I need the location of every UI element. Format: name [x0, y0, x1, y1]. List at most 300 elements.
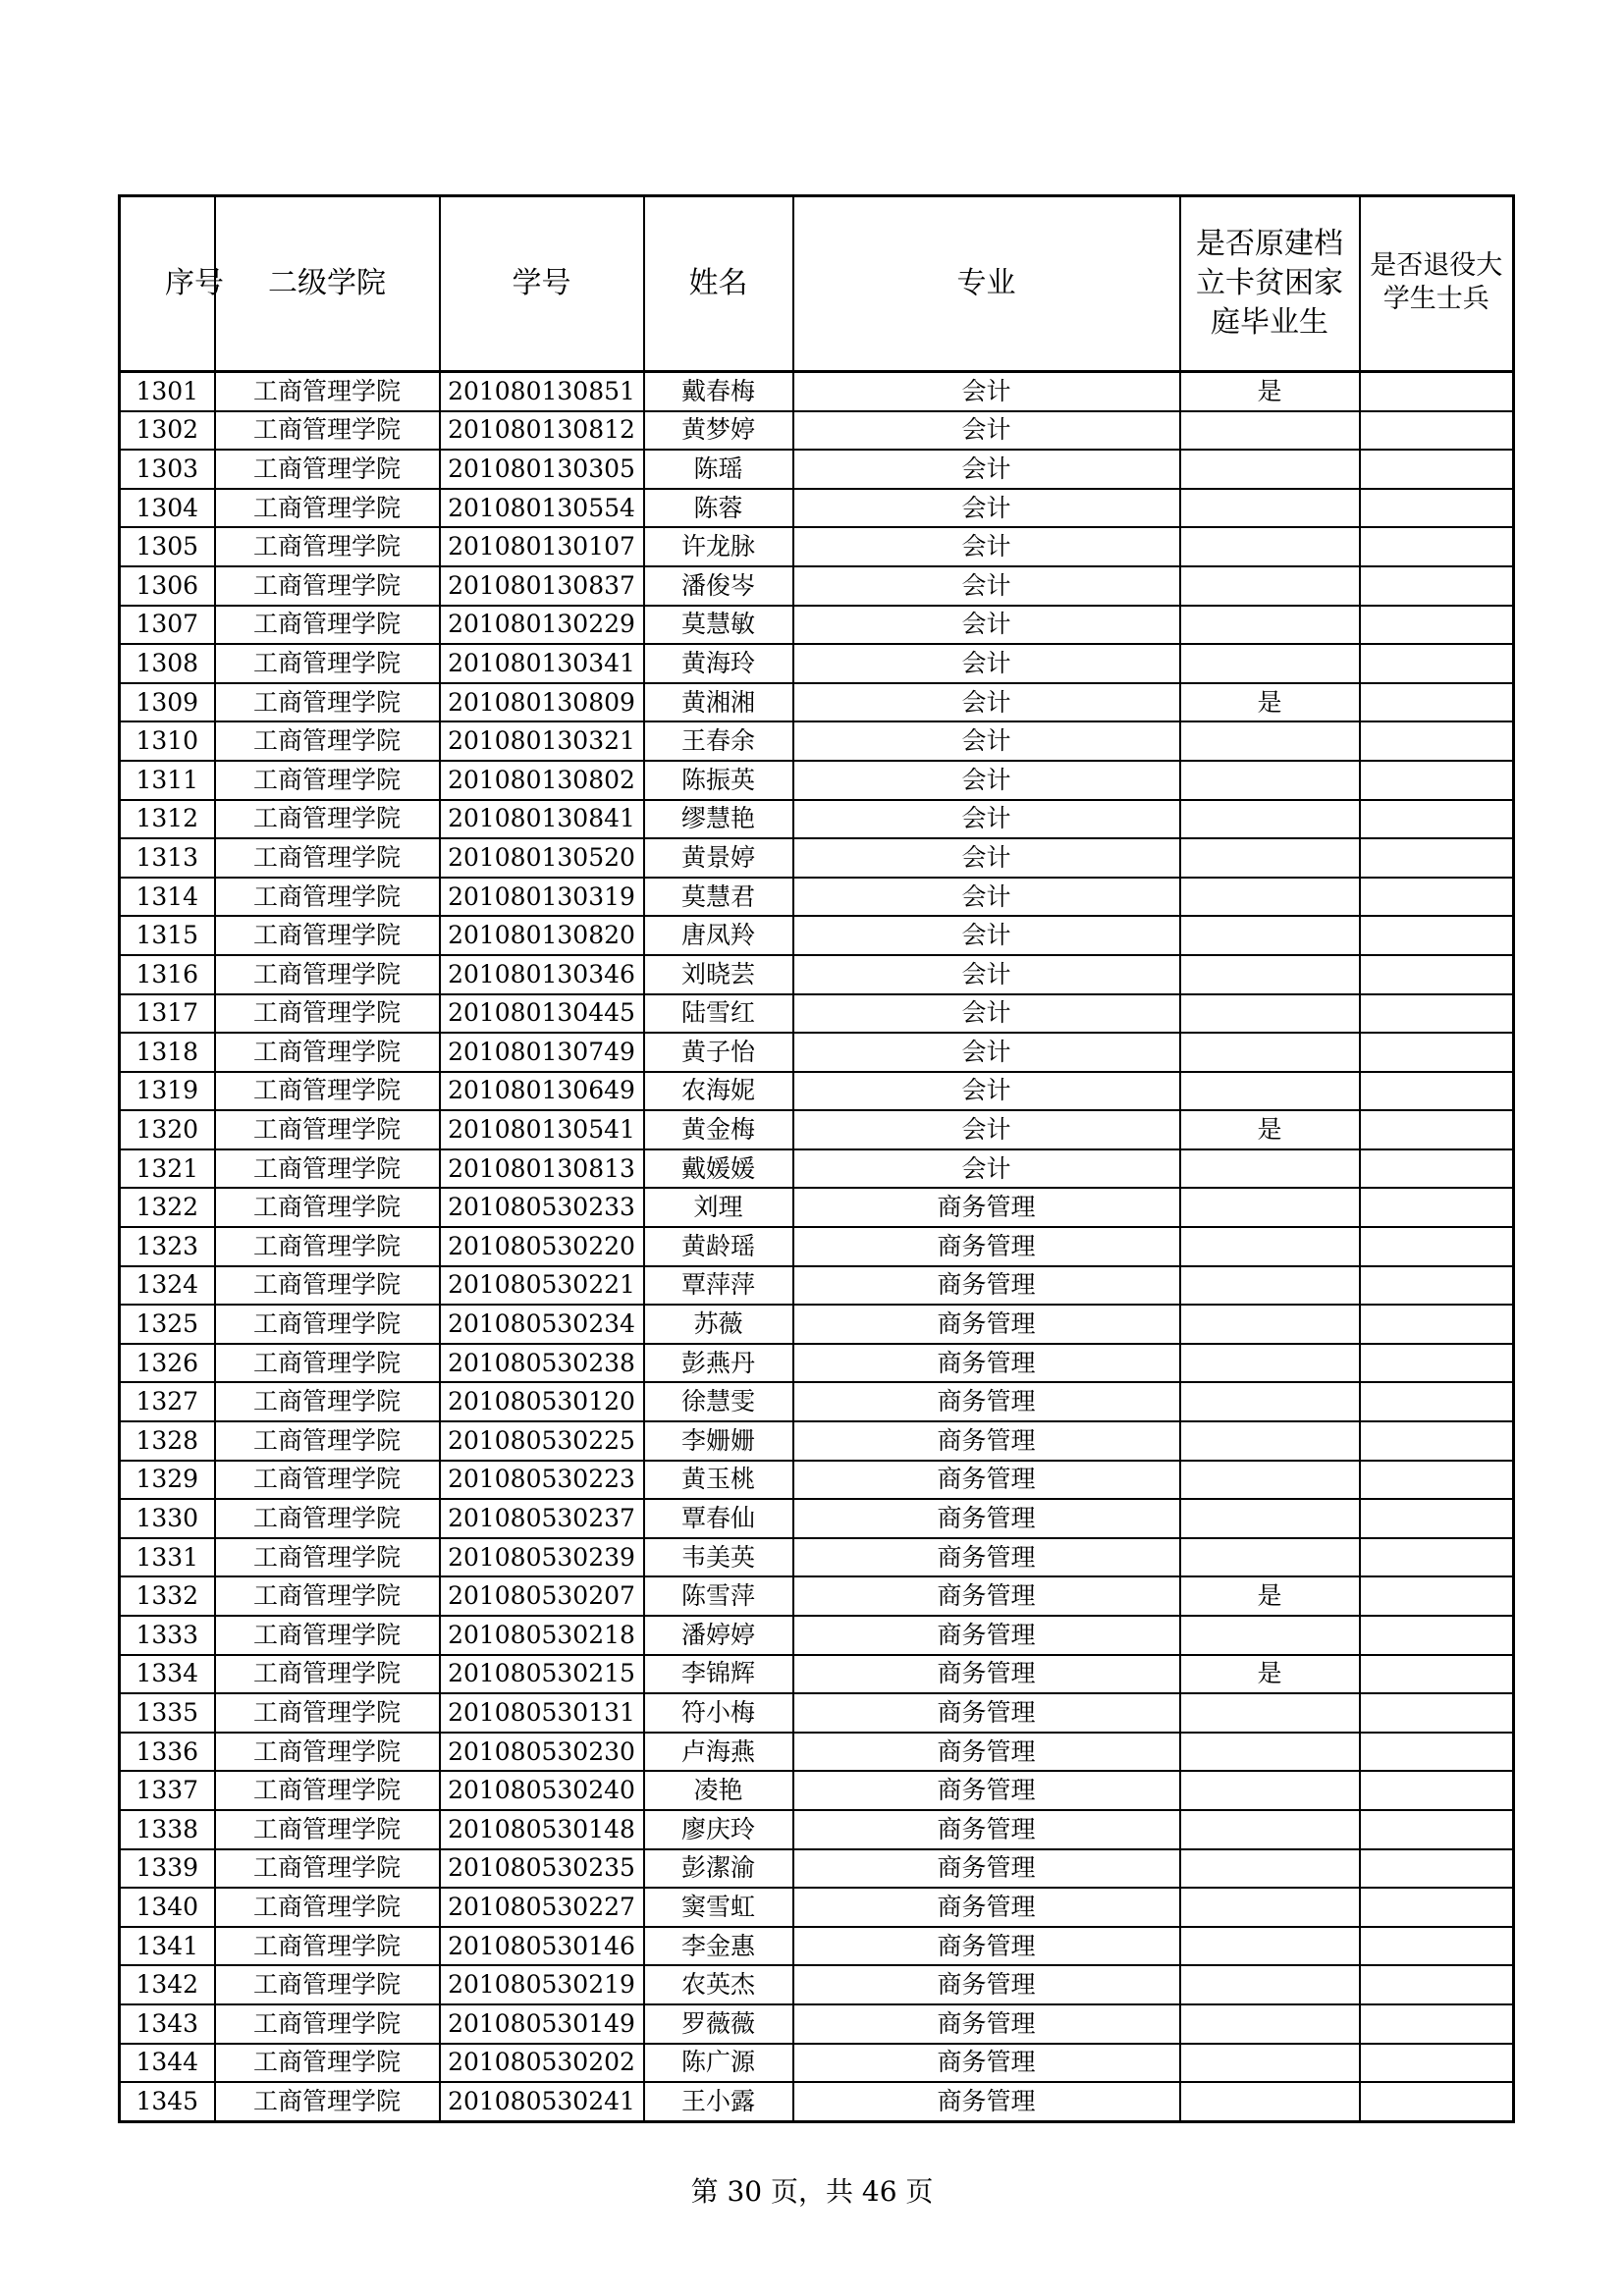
cell-college: 工商管理学院 [215, 1305, 440, 1344]
cell-poverty-status [1180, 1188, 1360, 1227]
cell-student-id: 201080130319 [440, 878, 644, 917]
cell-veteran-status [1360, 1655, 1514, 1694]
cell-major: 会计 [793, 916, 1180, 955]
cell-index: 1317 [120, 994, 215, 1034]
cell-major: 商务管理 [793, 1733, 1180, 1772]
cell-index: 1329 [120, 1461, 215, 1500]
table-row [120, 721, 1514, 761]
cell-veteran-status [1360, 2082, 1514, 2121]
cell-name: 王春余 [644, 721, 793, 761]
cell-college: 工商管理学院 [215, 1421, 440, 1461]
cell-poverty-status [1180, 1149, 1360, 1189]
cell-college: 工商管理学院 [215, 1693, 440, 1733]
cell-name: 黄湘湘 [644, 683, 793, 722]
header-index: 序号 [120, 196, 215, 372]
cell-index: 1333 [120, 1616, 215, 1655]
table-row [120, 566, 1514, 606]
cell-major: 会计 [793, 489, 1180, 528]
cell-veteran-status [1360, 527, 1514, 566]
cell-veteran-status [1360, 1499, 1514, 1538]
cell-veteran-status [1360, 683, 1514, 722]
cell-name: 苏薇 [644, 1305, 793, 1344]
cell-student-id: 201080530240 [440, 1771, 644, 1810]
cell-student-id: 201080130820 [440, 916, 644, 955]
cell-major: 商务管理 [793, 2082, 1180, 2121]
table-body [120, 372, 1514, 2122]
cell-major: 商务管理 [793, 1499, 1180, 1538]
cell-poverty-status [1180, 761, 1360, 800]
student-list-table [118, 194, 1515, 2123]
cell-college: 工商管理学院 [215, 1110, 440, 1149]
table-row [120, 1149, 1514, 1189]
cell-college: 工商管理学院 [215, 1149, 440, 1189]
cell-major: 会计 [793, 411, 1180, 451]
cell-veteran-status [1360, 1616, 1514, 1655]
cell-major: 商务管理 [793, 1576, 1180, 1616]
table-row [120, 1538, 1514, 1577]
cell-student-id: 201080130802 [440, 761, 644, 800]
cell-name: 卢海燕 [644, 1733, 793, 1772]
cell-name: 莫慧敏 [644, 606, 793, 645]
table-row [120, 1616, 1514, 1655]
cell-index: 1304 [120, 489, 215, 528]
cell-name: 缪慧艳 [644, 800, 793, 839]
cell-poverty-status [1180, 2044, 1360, 2083]
cell-poverty-status: 是 [1180, 683, 1360, 722]
cell-college: 工商管理学院 [215, 1538, 440, 1577]
cell-student-id: 201080530215 [440, 1655, 644, 1694]
cell-index: 1306 [120, 566, 215, 606]
cell-student-id: 201080130813 [440, 1149, 644, 1189]
cell-student-id: 201080530241 [440, 2082, 644, 2121]
cell-name: 李锦辉 [644, 1655, 793, 1694]
table-row [120, 683, 1514, 722]
table-row [120, 2044, 1514, 2083]
table-row [120, 1655, 1514, 1694]
cell-college: 工商管理学院 [215, 411, 440, 451]
cell-student-id: 201080130837 [440, 566, 644, 606]
cell-student-id: 201080530149 [440, 2004, 644, 2044]
cell-student-id: 201080530146 [440, 1927, 644, 1966]
cell-veteran-status [1360, 1538, 1514, 1577]
cell-college: 工商管理学院 [215, 916, 440, 955]
cell-student-id: 201080530219 [440, 1965, 644, 2004]
cell-student-id: 201080130346 [440, 955, 644, 994]
cell-name: 刘理 [644, 1188, 793, 1227]
cell-poverty-status [1180, 1538, 1360, 1577]
header-name: 姓名 [644, 196, 793, 372]
cell-major: 会计 [793, 838, 1180, 878]
table-row [120, 1266, 1514, 1306]
cell-name: 陈瑶 [644, 450, 793, 489]
page-number-footer: 第 30 页，共 46 页 [690, 2175, 934, 2208]
cell-poverty-status: 是 [1180, 1655, 1360, 1694]
cell-index: 1303 [120, 450, 215, 489]
cell-poverty-status [1180, 955, 1360, 994]
table-row [120, 1188, 1514, 1227]
table-row [120, 1382, 1514, 1421]
table-row [120, 1344, 1514, 1383]
cell-student-id: 201080130749 [440, 1033, 644, 1072]
cell-index: 1343 [120, 2004, 215, 2044]
cell-college: 工商管理学院 [215, 2004, 440, 2044]
table-row [120, 1576, 1514, 1616]
cell-major: 商务管理 [793, 1461, 1180, 1500]
cell-student-id: 201080130520 [440, 838, 644, 878]
cell-student-id: 201080130541 [440, 1110, 644, 1149]
cell-poverty-status: 是 [1180, 372, 1360, 411]
table-row [120, 411, 1514, 451]
table-row [120, 1421, 1514, 1461]
cell-veteran-status [1360, 450, 1514, 489]
cell-name: 潘婷婷 [644, 1616, 793, 1655]
cell-student-id: 201080530221 [440, 1266, 644, 1306]
cell-poverty-status [1180, 527, 1360, 566]
cell-index: 1309 [120, 683, 215, 722]
cell-major: 商务管理 [793, 1616, 1180, 1655]
cell-name: 凌艳 [644, 1771, 793, 1810]
cell-name: 莫慧君 [644, 878, 793, 917]
table-row [120, 1693, 1514, 1733]
cell-veteran-status [1360, 1965, 1514, 2004]
cell-index: 1334 [120, 1655, 215, 1694]
cell-college: 工商管理学院 [215, 1344, 440, 1383]
cell-major: 会计 [793, 1072, 1180, 1111]
cell-major: 会计 [793, 566, 1180, 606]
cell-major: 商务管理 [793, 1305, 1180, 1344]
cell-poverty-status [1180, 1849, 1360, 1889]
cell-student-id: 201080530207 [440, 1576, 644, 1616]
cell-poverty-status: 是 [1180, 1110, 1360, 1149]
header-poverty-status: 是否原建档立卡贫困家庭毕业生 [1180, 196, 1360, 372]
cell-student-id: 201080530220 [440, 1227, 644, 1266]
cell-poverty-status [1180, 450, 1360, 489]
table-row [120, 761, 1514, 800]
cell-student-id: 201080530202 [440, 2044, 644, 2083]
cell-student-id: 201080530131 [440, 1693, 644, 1733]
cell-poverty-status [1180, 1965, 1360, 2004]
cell-veteran-status [1360, 1888, 1514, 1927]
table-row [120, 2082, 1514, 2121]
cell-veteran-status [1360, 644, 1514, 683]
cell-veteran-status [1360, 1733, 1514, 1772]
cell-student-id: 201080130305 [440, 450, 644, 489]
cell-index: 1315 [120, 916, 215, 955]
cell-veteran-status [1360, 916, 1514, 955]
cell-veteran-status [1360, 1461, 1514, 1500]
cell-veteran-status [1360, 955, 1514, 994]
cell-major: 会计 [793, 450, 1180, 489]
cell-poverty-status [1180, 1616, 1360, 1655]
cell-index: 1302 [120, 411, 215, 451]
cell-name: 覃春仙 [644, 1499, 793, 1538]
cell-name: 农海妮 [644, 1072, 793, 1111]
cell-college: 工商管理学院 [215, 683, 440, 722]
cell-veteran-status [1360, 606, 1514, 645]
cell-veteran-status [1360, 1693, 1514, 1733]
cell-major: 商务管理 [793, 2044, 1180, 2083]
cell-index: 1310 [120, 721, 215, 761]
table-row [120, 1305, 1514, 1344]
cell-major: 会计 [793, 1033, 1180, 1072]
cell-poverty-status: 是 [1180, 1576, 1360, 1616]
cell-index: 1313 [120, 838, 215, 878]
cell-poverty-status [1180, 1461, 1360, 1500]
cell-name: 农英杰 [644, 1965, 793, 2004]
cell-student-id: 201080530218 [440, 1616, 644, 1655]
cell-major: 会计 [793, 1149, 1180, 1189]
cell-college: 工商管理学院 [215, 878, 440, 917]
header-major: 专业 [793, 196, 1180, 372]
cell-major: 商务管理 [793, 1344, 1180, 1383]
cell-college: 工商管理学院 [215, 1266, 440, 1306]
cell-major: 商务管理 [793, 1810, 1180, 1849]
cell-college: 工商管理学院 [215, 566, 440, 606]
table-row [120, 838, 1514, 878]
cell-poverty-status [1180, 1771, 1360, 1810]
table-row [120, 1927, 1514, 1966]
cell-index: 1335 [120, 1693, 215, 1733]
cell-poverty-status [1180, 1733, 1360, 1772]
cell-name: 窦雪虹 [644, 1888, 793, 1927]
cell-index: 1336 [120, 1733, 215, 1772]
cell-college: 工商管理学院 [215, 1072, 440, 1111]
cell-index: 1327 [120, 1382, 215, 1421]
cell-veteran-status [1360, 1072, 1514, 1111]
cell-poverty-status [1180, 800, 1360, 839]
cell-major: 商务管理 [793, 1188, 1180, 1227]
cell-college: 工商管理学院 [215, 372, 440, 411]
cell-major: 商务管理 [793, 1655, 1180, 1694]
cell-poverty-status [1180, 566, 1360, 606]
cell-veteran-status [1360, 1110, 1514, 1149]
cell-veteran-status [1360, 721, 1514, 761]
cell-index: 1314 [120, 878, 215, 917]
cell-poverty-status [1180, 644, 1360, 683]
cell-poverty-status [1180, 411, 1360, 451]
cell-college: 工商管理学院 [215, 2082, 440, 2121]
cell-college: 工商管理学院 [215, 644, 440, 683]
table-row [120, 372, 1514, 411]
cell-veteran-status [1360, 1033, 1514, 1072]
cell-name: 罗薇薇 [644, 2004, 793, 2044]
cell-college: 工商管理学院 [215, 1033, 440, 1072]
cell-student-id: 201080530237 [440, 1499, 644, 1538]
cell-poverty-status [1180, 1499, 1360, 1538]
table-row [120, 606, 1514, 645]
cell-name: 戴春梅 [644, 372, 793, 411]
cell-poverty-status [1180, 721, 1360, 761]
cell-veteran-status [1360, 800, 1514, 839]
cell-veteran-status [1360, 1344, 1514, 1383]
cell-student-id: 201080530238 [440, 1344, 644, 1383]
cell-veteran-status [1360, 1421, 1514, 1461]
cell-college: 工商管理学院 [215, 994, 440, 1034]
table-row [120, 994, 1514, 1034]
cell-index: 1342 [120, 1965, 215, 2004]
cell-poverty-status [1180, 1344, 1360, 1383]
cell-student-id: 201080130851 [440, 372, 644, 411]
cell-major: 会计 [793, 527, 1180, 566]
cell-index: 1332 [120, 1576, 215, 1616]
table-row [120, 955, 1514, 994]
cell-major: 商务管理 [793, 1227, 1180, 1266]
cell-poverty-status [1180, 994, 1360, 1034]
cell-index: 1321 [120, 1149, 215, 1189]
table-header [120, 196, 1514, 372]
table-row [120, 1110, 1514, 1149]
cell-veteran-status [1360, 1927, 1514, 1966]
cell-student-id: 201080130321 [440, 721, 644, 761]
cell-name: 陈雪萍 [644, 1576, 793, 1616]
cell-major: 商务管理 [793, 1965, 1180, 2004]
cell-student-id: 201080130341 [440, 644, 644, 683]
cell-college: 工商管理学院 [215, 800, 440, 839]
cell-student-id: 201080130841 [440, 800, 644, 839]
table-row [120, 1733, 1514, 1772]
cell-student-id: 201080130554 [440, 489, 644, 528]
cell-name: 黄梦婷 [644, 411, 793, 451]
cell-veteran-status [1360, 1771, 1514, 1810]
cell-name: 陈蓉 [644, 489, 793, 528]
cell-veteran-status [1360, 1266, 1514, 1306]
cell-name: 覃萍萍 [644, 1266, 793, 1306]
table-row [120, 916, 1514, 955]
cell-poverty-status [1180, 489, 1360, 528]
cell-poverty-status [1180, 1693, 1360, 1733]
cell-index: 1330 [120, 1499, 215, 1538]
cell-student-id: 201080530120 [440, 1382, 644, 1421]
cell-student-id: 201080130229 [440, 606, 644, 645]
table-row [120, 2004, 1514, 2044]
table-row [120, 527, 1514, 566]
cell-veteran-status [1360, 1576, 1514, 1616]
cell-major: 会计 [793, 878, 1180, 917]
cell-veteran-status [1360, 838, 1514, 878]
table-row [120, 450, 1514, 489]
table-row [120, 1461, 1514, 1500]
cell-college: 工商管理学院 [215, 1733, 440, 1772]
cell-student-id: 201080130809 [440, 683, 644, 722]
cell-student-id: 201080130649 [440, 1072, 644, 1111]
header-student-id: 学号 [440, 196, 644, 372]
cell-veteran-status [1360, 1810, 1514, 1849]
cell-student-id: 201080530223 [440, 1461, 644, 1500]
cell-poverty-status [1180, 916, 1360, 955]
cell-major: 商务管理 [793, 1266, 1180, 1306]
table-row [120, 878, 1514, 917]
header-veteran-status: 是否退役大学生士兵 [1360, 196, 1514, 372]
cell-name: 李姗姗 [644, 1421, 793, 1461]
cell-student-id: 201080530233 [440, 1188, 644, 1227]
cell-name: 徐慧雯 [644, 1382, 793, 1421]
table-row [120, 1499, 1514, 1538]
cell-veteran-status [1360, 566, 1514, 606]
cell-index: 1316 [120, 955, 215, 994]
cell-student-id: 201080530148 [440, 1810, 644, 1849]
cell-index: 1344 [120, 2044, 215, 2083]
cell-index: 1307 [120, 606, 215, 645]
cell-name: 黄玉桃 [644, 1461, 793, 1500]
cell-index: 1322 [120, 1188, 215, 1227]
cell-veteran-status [1360, 1382, 1514, 1421]
cell-poverty-status [1180, 2004, 1360, 2044]
table-row [120, 1965, 1514, 2004]
cell-major: 会计 [793, 761, 1180, 800]
cell-college: 工商管理学院 [215, 1227, 440, 1266]
cell-college: 工商管理学院 [215, 1188, 440, 1227]
cell-major: 商务管理 [793, 1888, 1180, 1927]
cell-poverty-status [1180, 1421, 1360, 1461]
cell-college: 工商管理学院 [215, 1849, 440, 1889]
cell-major: 商务管理 [793, 2004, 1180, 2044]
cell-name: 王小露 [644, 2082, 793, 2121]
cell-name: 刘晓芸 [644, 955, 793, 994]
cell-name: 李金惠 [644, 1927, 793, 1966]
cell-major: 会计 [793, 1110, 1180, 1149]
cell-index: 1341 [120, 1927, 215, 1966]
cell-major: 商务管理 [793, 1538, 1180, 1577]
cell-student-id: 201080530234 [440, 1305, 644, 1344]
cell-poverty-status [1180, 1227, 1360, 1266]
cell-student-id: 201080530230 [440, 1733, 644, 1772]
cell-poverty-status [1180, 1888, 1360, 1927]
cell-name: 彭潔渝 [644, 1849, 793, 1889]
cell-poverty-status [1180, 1072, 1360, 1111]
cell-major: 商务管理 [793, 1693, 1180, 1733]
table-row [120, 1771, 1514, 1810]
cell-name: 陈广源 [644, 2044, 793, 2083]
cell-index: 1324 [120, 1266, 215, 1306]
cell-veteran-status [1360, 2044, 1514, 2083]
table-row [120, 1810, 1514, 1849]
cell-veteran-status [1360, 1849, 1514, 1889]
cell-index: 1305 [120, 527, 215, 566]
cell-major: 商务管理 [793, 1421, 1180, 1461]
cell-college: 工商管理学院 [215, 1655, 440, 1694]
cell-college: 工商管理学院 [215, 1810, 440, 1849]
cell-major: 会计 [793, 683, 1180, 722]
cell-poverty-status [1180, 1033, 1360, 1072]
cell-student-id: 201080130812 [440, 411, 644, 451]
cell-veteran-status [1360, 372, 1514, 411]
cell-index: 1311 [120, 761, 215, 800]
cell-name: 黄子怡 [644, 1033, 793, 1072]
cell-name: 许龙脉 [644, 527, 793, 566]
cell-major: 会计 [793, 800, 1180, 839]
cell-college: 工商管理学院 [215, 489, 440, 528]
cell-name: 陈振英 [644, 761, 793, 800]
cell-name: 韦美英 [644, 1538, 793, 1577]
cell-student-id: 201080530225 [440, 1421, 644, 1461]
cell-name: 符小梅 [644, 1693, 793, 1733]
cell-name: 黄龄瑶 [644, 1227, 793, 1266]
cell-college: 工商管理学院 [215, 1576, 440, 1616]
cell-college: 工商管理学院 [215, 2044, 440, 2083]
cell-student-id: 201080530235 [440, 1849, 644, 1889]
cell-major: 商务管理 [793, 1382, 1180, 1421]
cell-veteran-status [1360, 761, 1514, 800]
cell-index: 1325 [120, 1305, 215, 1344]
cell-college: 工商管理学院 [215, 606, 440, 645]
cell-index: 1320 [120, 1110, 215, 1149]
cell-college: 工商管理学院 [215, 1616, 440, 1655]
cell-college: 工商管理学院 [215, 1382, 440, 1421]
cell-student-id: 201080130445 [440, 994, 644, 1034]
cell-index: 1339 [120, 1849, 215, 1889]
table-row [120, 489, 1514, 528]
cell-major: 会计 [793, 721, 1180, 761]
